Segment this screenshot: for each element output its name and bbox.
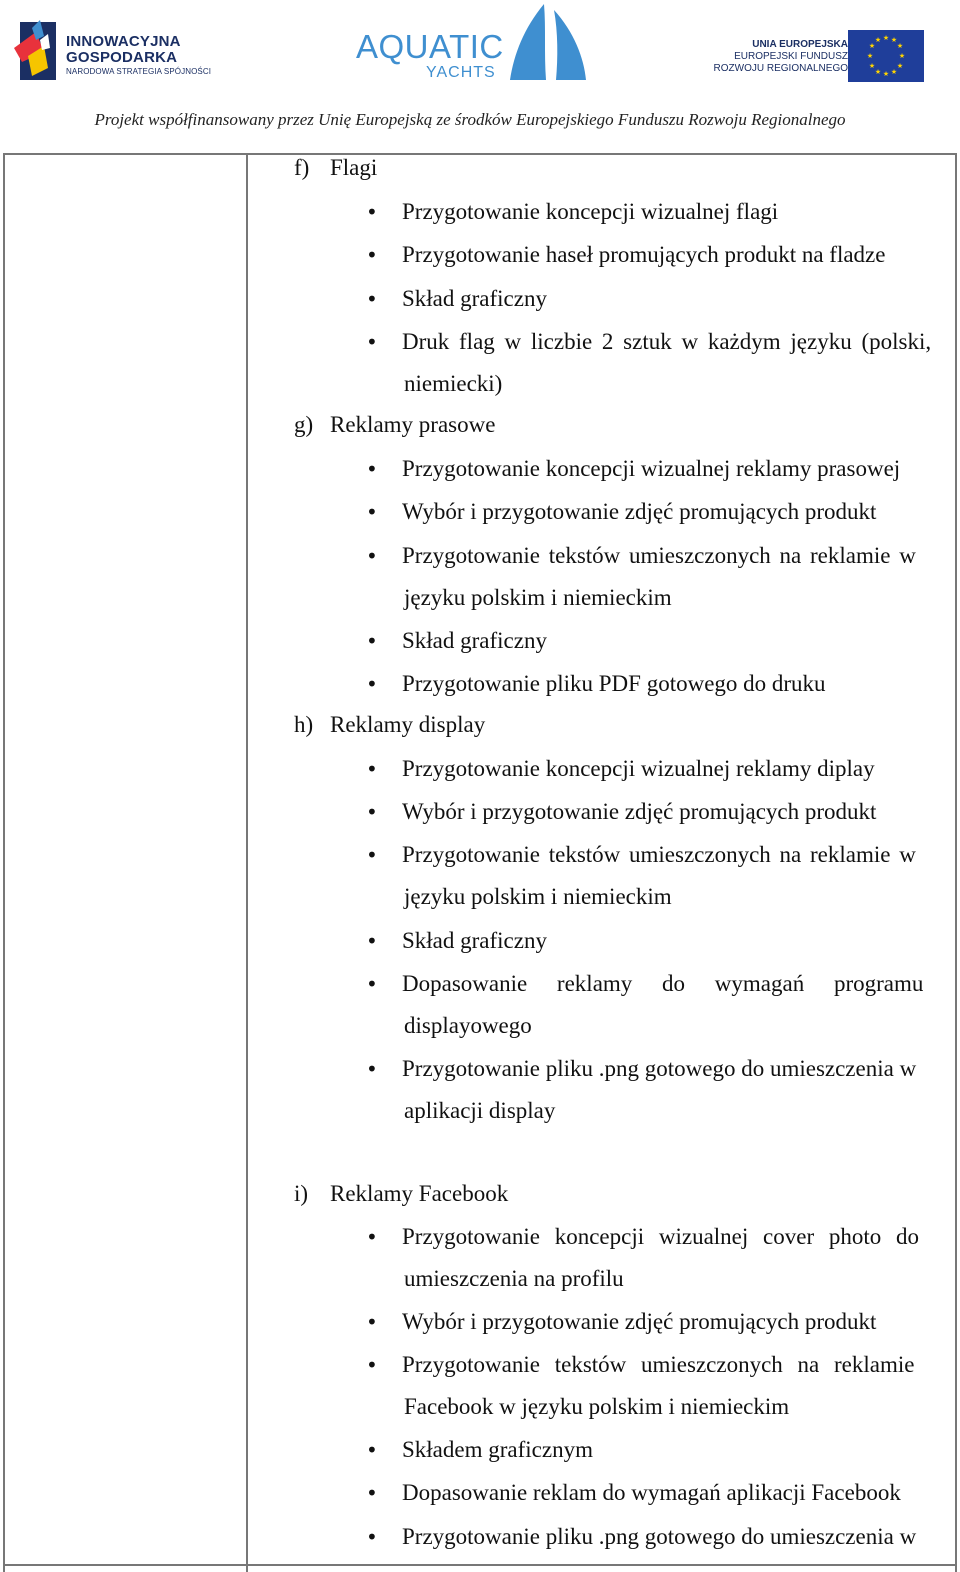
ig-flag-icon <box>14 18 62 82</box>
section-title: Reklamy Facebook <box>330 1181 509 1206</box>
bullet-icon: • <box>366 1225 378 1249</box>
svg-text:★: ★ <box>896 42 904 50</box>
bullet-icon: • <box>366 629 378 653</box>
eu-line3: ROZWOJU REGIONALNEGO <box>713 63 848 74</box>
section-heading-flagi <box>294 153 377 183</box>
bullet-icon: • <box>366 457 378 481</box>
bullet-icon: • <box>366 672 378 696</box>
bullet-icon: • <box>366 1353 378 1377</box>
list-item-continuation: języku polskim i niemieckim <box>404 884 672 909</box>
bullet-icon: • <box>366 757 378 781</box>
eu-line2: EUROPEJSKI FUNDUSZ <box>734 51 848 62</box>
sail-icon <box>504 2 590 84</box>
section-letter: h) <box>294 712 314 737</box>
ig-line1: INNOWACYJNA <box>66 33 181 50</box>
bullet-icon: • <box>366 200 378 224</box>
svg-text:★: ★ <box>868 42 876 50</box>
bullet-icon: • <box>366 1481 378 1505</box>
table-border-left <box>3 153 5 1572</box>
eu-fund-logo <box>708 28 928 84</box>
svg-text:★: ★ <box>874 36 882 44</box>
bullet-icon: • <box>366 1525 378 1549</box>
svg-text:★: ★ <box>866 52 874 60</box>
bullet-icon: • <box>366 800 378 824</box>
list-item-continuation: displayowego <box>404 1013 532 1038</box>
table-border-right <box>955 153 957 1572</box>
section-letter: g) <box>294 412 314 437</box>
bullet-icon: • <box>366 544 378 568</box>
svg-text:★: ★ <box>882 34 890 42</box>
bullet-icon: • <box>366 500 378 524</box>
bullet-icon: • <box>366 330 378 354</box>
bullet-icon: • <box>366 972 378 996</box>
bullet-icon: • <box>366 1310 378 1334</box>
ig-line3: NARODOWA STRATEGIA SPÓJNOŚCI <box>66 67 212 76</box>
list-item-continuation: aplikacji display <box>404 1098 556 1123</box>
svg-text:★: ★ <box>896 62 904 70</box>
document-header <box>0 0 960 150</box>
bullet-icon: • <box>366 843 378 867</box>
list-item-continuation: umieszczenia na profilu <box>404 1266 624 1291</box>
section-letter: i) <box>294 1181 309 1206</box>
bullet-icon: • <box>366 929 378 953</box>
section-title: Reklamy prasowe <box>330 412 496 437</box>
svg-text:★: ★ <box>890 68 898 76</box>
svg-text:★: ★ <box>868 62 876 70</box>
section-letter: f) <box>294 155 310 180</box>
bullet-icon: • <box>366 1438 378 1462</box>
yachts-wordmark: YACHTS <box>426 64 496 81</box>
aquatic-yachts-logo <box>354 2 594 86</box>
cofinancing-note: Projekt współfinansowany przez Unię Europejską ze środków Europejskiego Funduszu Rozwoju Regionalnego <box>94 110 846 129</box>
bullet-icon: • <box>366 287 378 311</box>
section-heading-reklamy-display <box>294 710 485 740</box>
table-column-divider <box>246 153 248 1572</box>
table-border-bottom <box>3 1564 957 1566</box>
svg-text:★: ★ <box>890 36 898 44</box>
svg-text:★: ★ <box>898 52 906 60</box>
list-item-continuation: niemiecki) <box>404 371 503 396</box>
section-heading-reklamy-prasowe <box>294 410 495 440</box>
svg-text:★: ★ <box>882 70 890 78</box>
eu-flag-icon <box>848 30 924 82</box>
section-title: Flagi <box>330 155 378 180</box>
table-border-top <box>3 153 957 155</box>
section-heading-reklamy-facebook <box>294 1179 508 1209</box>
list-item-continuation: Facebook w języku polskim i niemieckim <box>404 1394 790 1419</box>
innowacyjna-gospodarka-logo <box>14 16 214 86</box>
aquatic-wordmark: AQUATIC <box>356 28 504 65</box>
eu-line1: UNIA EUROPEJSKA <box>752 39 848 50</box>
bullet-icon: • <box>366 1057 378 1081</box>
ig-line2: GOSPODARKA <box>66 49 178 66</box>
section-title: Reklamy display <box>330 712 486 737</box>
svg-text:★: ★ <box>874 68 882 76</box>
bullet-icon: • <box>366 243 378 267</box>
list-item-continuation: języku polskim i niemieckim <box>404 585 672 610</box>
